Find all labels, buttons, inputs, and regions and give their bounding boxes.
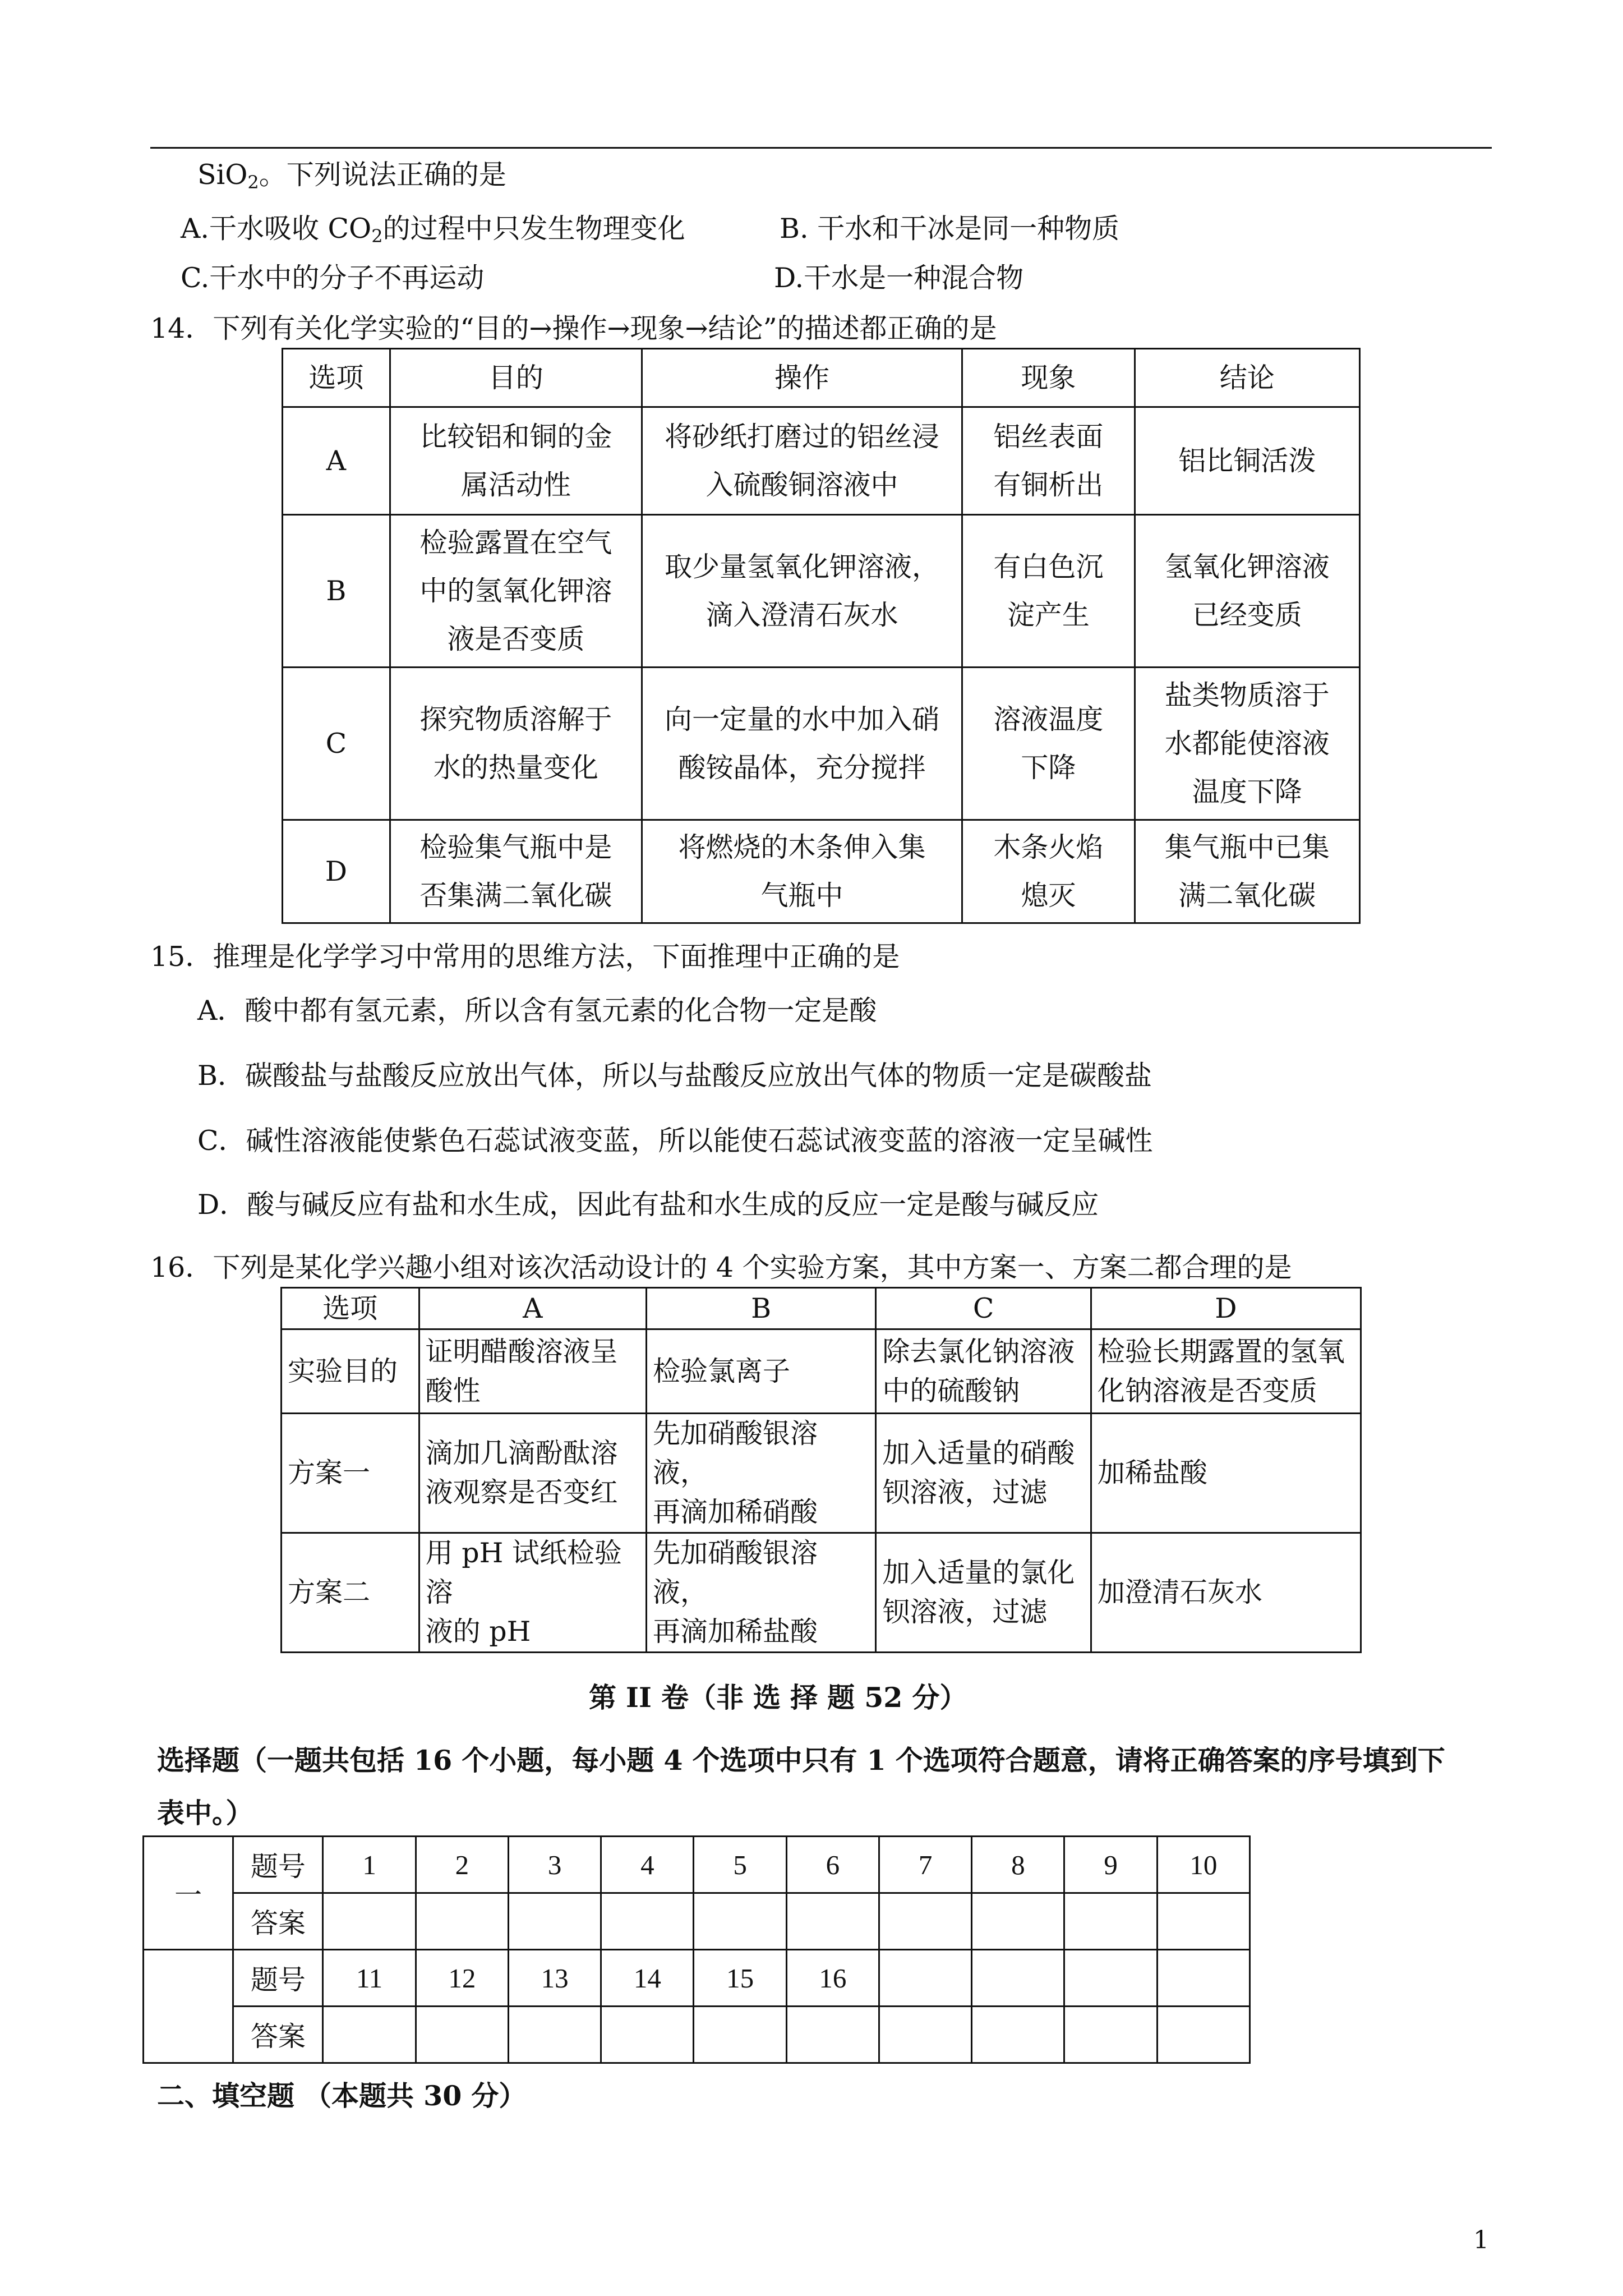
answer-cell[interactable] (508, 2007, 601, 2063)
q16-cell: 滴加几滴酚酞溶 液观察是否变红 (419, 1414, 646, 1533)
answer-number: 6 (786, 1837, 879, 1893)
answer-group-label: 一 (144, 1837, 233, 1950)
answer-number: 16 (786, 1950, 879, 2007)
answer-number: 13 (508, 1950, 601, 2007)
table-row (144, 2007, 1250, 2063)
table-row (144, 1893, 1250, 1950)
table-row (144, 1837, 1250, 1893)
q16-cell: 加入适量的硝酸 钡溶液，过滤 (876, 1414, 1091, 1533)
q16-header-d: D (1091, 1288, 1361, 1329)
answer-cell[interactable] (601, 2007, 694, 2063)
table-row (282, 1329, 1361, 1414)
q14-cell-conclusion: 盐类物质溶于 水都能使溶液 温度下降 (1135, 668, 1359, 820)
q15-option-a: A．酸中都有氢元素，所以含有氢元素的化合物一定是酸 (197, 995, 877, 1027)
answer-number: 9 (1064, 1837, 1157, 1893)
header-rule (150, 147, 1492, 149)
table-row (283, 407, 1360, 515)
q14-cell-operation: 取少量氢氧化钾溶液， 滴入澄清石灰水 (642, 515, 962, 668)
q16-cell: 先加硝酸银溶液， 再滴加稀盐酸 (646, 1533, 875, 1653)
q14-cell-purpose: 检验集气瓶中是 否集满二氧化碳 (390, 820, 642, 923)
q14-cell-phenomenon: 有白色沉 淀产生 (962, 515, 1135, 668)
answer-cell[interactable] (1064, 2007, 1157, 2063)
answer-cell[interactable] (1157, 1893, 1249, 1950)
instructions-line1: 选择题（一题共包括 16 个小题，每小题 4 个选项中只有 1 个选项符合题意，请将正确答案的序号填到下 (157, 1744, 1445, 1777)
q14-header-conclusion: 结论 (1135, 349, 1359, 407)
q14-header-option: 选项 (283, 349, 390, 407)
q14-table (282, 348, 1361, 924)
answer-cell[interactable] (416, 2007, 508, 2063)
answer-number: 11 (323, 1950, 416, 2007)
q16-row-label: 实验目的 (282, 1329, 419, 1414)
q14-cell-operation: 将砂纸打磨过的铝丝浸 入硫酸铜溶液中 (642, 407, 962, 515)
answer-table (142, 1835, 1251, 2064)
q14-cell-option: A (283, 407, 390, 515)
table-row (283, 668, 1360, 820)
q15-option-d: D．酸与碱反应有盐和水生成，因此有盐和水生成的反应一定是酸与碱反应 (197, 1189, 1099, 1221)
q14-header-phenomenon: 现象 (962, 349, 1135, 407)
q14-cell-purpose: 比较铝和铜的金 属活动性 (390, 407, 642, 515)
q16-cell: 用 pH 试纸检验溶 液的 pH (419, 1533, 646, 1653)
table-row (283, 820, 1360, 923)
q16-row-label: 方案二 (282, 1533, 419, 1653)
answer-number (972, 1950, 1064, 2007)
q16-cell: 检验氯离子 (646, 1329, 875, 1414)
row-label-answer: 答案 (233, 1893, 323, 1950)
answer-number: 1 (323, 1837, 416, 1893)
answer-number (879, 1950, 971, 2007)
q14-cell-conclusion: 集气瓶中已集 满二氧化碳 (1135, 820, 1359, 923)
q14-cell-purpose: 探究物质溶解于 水的热量变化 (390, 668, 642, 820)
answer-number: 2 (416, 1837, 508, 1893)
answer-number (1064, 1950, 1157, 2007)
answer-number: 7 (879, 1837, 971, 1893)
q16-header-c: C (876, 1288, 1091, 1329)
answer-number: 15 (694, 1950, 786, 2007)
q16-cell: 加入适量的氯化 钡溶液，过滤 (876, 1533, 1091, 1653)
q14-cell-operation: 将燃烧的木条伸入集 气瓶中 (642, 820, 962, 923)
table-row (144, 1950, 1250, 2007)
table-row (282, 1533, 1361, 1653)
answer-cell[interactable] (601, 1893, 694, 1950)
q14-cell-phenomenon: 铝丝表面 有铜析出 (962, 407, 1135, 515)
q16-stem: 16．下列是某化学兴趣小组对该次活动设计的 4 个实验方案，其中方案一、方案二都合理的是 (150, 1251, 1292, 1283)
q16-cell: 加稀盐酸 (1091, 1414, 1361, 1533)
q16-cell: 检验长期露置的氢氧 化钠溶液是否变质 (1091, 1329, 1361, 1414)
answer-cell[interactable] (972, 2007, 1064, 2063)
q14-header-operation: 操作 (642, 349, 962, 407)
answer-cell[interactable] (786, 1893, 879, 1950)
row-label-number: 题号 (233, 1950, 323, 2007)
q14-cell-option: D (283, 820, 390, 923)
answer-number: 5 (694, 1837, 786, 1893)
answer-cell[interactable] (694, 1893, 786, 1950)
q16-row-label: 方案一 (282, 1414, 419, 1533)
q16-cell: 先加硝酸银溶液， 再滴加稀硝酸 (646, 1414, 875, 1533)
q14-cell-option: B (283, 515, 390, 668)
answer-cell[interactable] (323, 1893, 416, 1950)
row-label-number: 题号 (233, 1837, 323, 1893)
q15-option-c: C．碱性溶液能使紫色石蕊试液变蓝，所以能使石蕊试液变蓝的溶液一定呈碱性 (197, 1125, 1153, 1157)
q16-header-b: B (646, 1288, 875, 1329)
answer-cell[interactable] (972, 1893, 1064, 1950)
q13-option-d: D.干水是一种混合物 (774, 262, 1024, 294)
answer-number (1157, 1950, 1249, 2007)
answer-group-label-empty (144, 1950, 233, 2063)
q14-cell-phenomenon: 溶液温度 下降 (962, 668, 1135, 820)
instructions-line2: 表中。） (157, 1797, 253, 1829)
q15-option-b: B．碳酸盐与盐酸反应放出气体，所以与盐酸反应放出气体的物质一定是碳酸盐 (197, 1060, 1152, 1092)
answer-cell[interactable] (416, 1893, 508, 1950)
answer-cell[interactable] (1157, 2007, 1249, 2063)
answer-number: 14 (601, 1950, 694, 2007)
answer-cell[interactable] (694, 2007, 786, 2063)
table-row (283, 515, 1360, 668)
answer-number: 12 (416, 1950, 508, 2007)
q14-cell-option: C (283, 668, 390, 820)
q15-stem: 15．推理是化学学习中常用的思维方法，下面推理中正确的是 (150, 941, 900, 973)
answer-number: 10 (1157, 1837, 1249, 1893)
q14-cell-operation: 向一定量的水中加入硝 酸铵晶体，充分搅拌 (642, 668, 962, 820)
q14-cell-phenomenon: 木条火焰 熄灭 (962, 820, 1135, 923)
row-label-answer: 答案 (233, 2007, 323, 2063)
q13-option-b: B. 干水和干冰是同一种物质 (780, 213, 1120, 245)
q14-header-purpose: 目的 (390, 349, 642, 407)
table-row (282, 1414, 1361, 1533)
q13-stem-tail: SiO$_2$。下列说法正确的是 (197, 159, 506, 193)
q16-cell: 加澄清石灰水 (1091, 1533, 1361, 1653)
q16-header-option: 选项 (282, 1288, 419, 1329)
section2-title: 第 II 卷（非 选 择 题 52 分） (589, 1681, 967, 1714)
page-number: 1 (1473, 2226, 1489, 2254)
q13-option-c: C.干水中的分子不再运动 (181, 262, 485, 294)
answer-cell[interactable] (1064, 1893, 1157, 1950)
q14-cell-conclusion: 氢氧化钾溶液 已经变质 (1135, 515, 1359, 668)
answer-cell[interactable] (786, 2007, 879, 2063)
answer-cell[interactable] (508, 1893, 601, 1950)
q13-option-a: A.干水吸收 $CO_2$的过程中只发生物理变化 (181, 213, 685, 247)
answer-cell[interactable] (323, 2007, 416, 2063)
q14-stem: 14．下列有关化学实验的“目的→操作→现象→结论”的描述都正确的是 (150, 312, 997, 344)
answer-cell[interactable] (879, 1893, 971, 1950)
fill-in-section-title: 二、填空题 （本题共 30 分） (157, 2079, 527, 2112)
q16-header-a: A (419, 1288, 646, 1329)
answer-cell[interactable] (879, 2007, 971, 2063)
q14-cell-purpose: 检验露置在空气 中的氢氧化钾溶 液是否变质 (390, 515, 642, 668)
answer-number: 4 (601, 1837, 694, 1893)
answer-number: 8 (972, 1837, 1064, 1893)
q16-cell: 证明醋酸溶液呈 酸性 (419, 1329, 646, 1414)
answer-number: 3 (508, 1837, 601, 1893)
q14-cell-conclusion: 铝比铜活泼 (1135, 407, 1359, 515)
q16-cell: 除去氯化钠溶液 中的硫酸钠 (876, 1329, 1091, 1414)
q16-table (280, 1287, 1362, 1653)
